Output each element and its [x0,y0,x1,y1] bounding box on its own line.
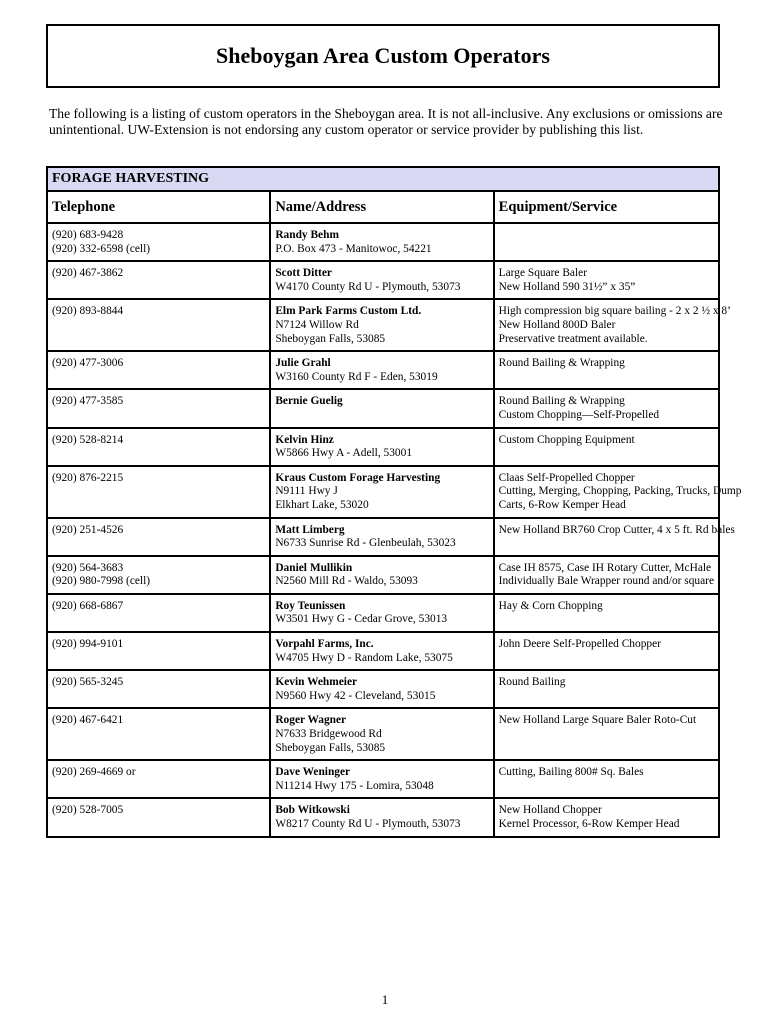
name-address-cell [271,352,494,390]
equipment-line: Cutting, Merging, Chopping, Packing, Trucks, Dump [498,485,742,498]
telephone-cell [48,761,271,799]
equipment-line: Custom Chopping Equipment [498,433,635,446]
operator-name: Kraus Custom Forage Harvesting [275,471,441,484]
table-row [48,671,718,709]
name-address-cell [271,262,494,300]
phone-number: (920) 528-7005 [52,804,124,817]
operator-name: Kelvin Hinz [275,433,334,446]
table-row [48,761,718,799]
equipment-line: New Holland 800D Baler [498,318,616,331]
phone-number: (920) 477-3585 [52,395,124,408]
equipment-cell [495,519,735,557]
operator-name: Dave Weninger [275,766,351,779]
page-title: Sheboygan Area Custom Operators [46,24,720,88]
address-line: W4170 County Rd U - Plymouth, 53073 [275,280,461,293]
equipment-line: Round Bailing & Wrapping [498,357,625,370]
telephone-cell [48,671,271,709]
phone-number: (920) 994-9101 [52,638,124,651]
name-address-cell [271,671,494,709]
name-address-cell [271,557,494,595]
equipment-cell [495,595,718,633]
equipment-cell [495,467,742,519]
address-line: W5866 Hwy A - Adell, 53001 [275,447,413,460]
equipment-line: Individually Bale Wrapper round and/or square [498,575,715,588]
equipment-cell [495,709,718,761]
equipment-line: Claas Self-Propelled Chopper [498,471,635,484]
address-line: N2560 Mill Rd - Waldo, 53093 [275,575,418,588]
header-name-address: Name/Address [271,192,494,224]
equipment-line: New Holland Large Square Baler Roto-Cut [498,714,697,727]
header-telephone: Telephone [48,192,271,224]
phone-number: (920) 467-6421 [52,714,124,727]
address-line: N11214 Hwy 175 - Lomira, 53048 [275,779,434,792]
table-row [48,709,718,761]
phone-number: (920) 565-3245 [52,676,124,689]
telephone-cell [48,633,271,671]
address-line: P.O. Box 473 - Manitowoc, 54221 [275,242,432,255]
operators-table [46,166,742,838]
telephone-cell [48,352,271,390]
operator-name: Roger Wagner [275,714,347,727]
phone-number: (920) 332-6598 (cell) [52,242,151,255]
table-row [48,262,718,300]
telephone-cell [48,709,271,761]
name-address-cell [271,709,494,761]
phone-number: (920) 668-6867 [52,599,124,612]
address-line: W3160 County Rd F - Eden, 53019 [275,370,438,383]
section-header-row [48,168,718,192]
address-line: W8217 County Rd U - Plymouth, 53073 [275,818,461,830]
equipment-line: Kernel Processor, 6-Row Kemper Head [498,818,680,830]
table-row [48,224,718,262]
address-line: N7124 Willow Rd [275,318,359,331]
equipment-line: New Holland BR760 Crop Cutter, 4 x 5 ft. Rd bales [498,523,735,536]
equipment-line: Preservative treatment available. [498,332,648,345]
address-line: N6733 Sunrise Rd - Glenbeulah, 53023 [275,537,456,550]
operator-name: Matt Limberg [275,523,345,536]
equipment-line: Round Bailing [498,676,566,689]
equipment-line: Hay & Corn Chopping [498,599,603,612]
table-row [48,595,718,633]
equipment-cell [495,300,731,352]
equipment-line: New Holland Chopper [498,804,602,817]
telephone-cell [48,390,271,428]
name-address-cell [271,300,494,352]
telephone-cell [48,557,271,595]
telephone-cell [48,300,271,352]
section-title: FORAGE HARVESTING [48,168,718,192]
equipment-line: Carts, 6-Row Kemper Head [498,498,626,511]
table-row [48,352,718,390]
telephone-cell [48,224,271,262]
phone-number: (920) 467-3862 [52,267,124,280]
name-address-cell [271,519,494,557]
equipment-line: High compression big square bailing - 2 x 2 ½ x 8’ [498,305,731,318]
phone-number: (920) 251-4526 [52,523,124,536]
table-row [48,519,718,557]
equipment-cell [495,429,718,467]
operator-name: Julie Grahl [275,357,331,370]
table-row [48,429,718,467]
address-line: N9560 Hwy 42 - Cleveland, 53015 [275,689,436,702]
operator-name: Roy Teunissen [275,599,346,612]
name-address-cell [271,429,494,467]
equipment-line: Cutting, Bailing 800# Sq. Bales [498,766,644,779]
equipment-line: Case IH 8575, Case IH Rotary Cutter, McHale [498,561,712,574]
phone-number: (920) 980-7998 (cell) [52,575,151,588]
equipment-cell [495,799,718,835]
phone-number: (920) 876-2215 [52,471,124,484]
name-address-cell [271,224,494,262]
phone-number: (920) 528-8214 [52,433,124,446]
name-address-cell [271,595,494,633]
equipment-line: New Holland 590 31½” x 35” [498,280,636,293]
equipment-line: Custom Chopping—Self-Propelled [498,408,660,421]
equipment-cell [495,557,718,595]
equipment-line: Large Square Baler [498,267,588,280]
telephone-cell [48,519,271,557]
operator-name: Vorpahl Farms, Inc. [275,638,374,651]
table-row [48,390,718,428]
equipment-cell [495,633,718,671]
table-row [48,467,718,519]
telephone-cell [48,799,271,835]
name-address-cell [271,799,494,835]
operator-name: Bernie Guelig [275,395,343,408]
operator-name: Daniel Mullikin [275,561,353,574]
phone-number: (920) 269-4669 or [52,766,136,779]
name-address-cell [271,467,494,519]
equipment-cell [495,390,718,428]
operator-name: Scott Ditter [275,267,332,280]
phone-number: (920) 683-9428 [52,229,124,241]
address-line: Sheboygan Falls, 53085 [275,332,386,345]
operator-name: Kevin Wehmeier [275,676,358,689]
address-line: W3501 Hwy G - Cedar Grove, 53013 [275,613,448,626]
operator-name: Randy Behm [275,229,339,241]
page-number: 1 [381,992,389,1007]
name-address-cell [271,761,494,799]
header-equipment: Equipment/Service [495,192,718,224]
equipment-cell [495,224,718,262]
name-address-cell [271,390,494,428]
column-header-row [48,192,718,224]
equipment-cell [495,761,718,799]
operator-name: Elm Park Farms Custom Ltd. [275,305,422,318]
address-line: N7633 Bridgewood Rd [275,728,382,741]
address-line: Elkhart Lake, 53020 [275,498,369,511]
address-line: N9111 Hwy J [275,485,338,498]
telephone-cell [48,429,271,467]
table-row [48,799,718,835]
table-row [48,633,718,671]
equipment-line: Round Bailing & Wrapping [498,395,625,408]
telephone-cell [48,595,271,633]
equipment-cell [495,262,718,300]
equipment-cell [495,352,718,390]
phone-number: (920) 893-8844 [52,305,124,318]
phone-number: (920) 564-3683 [52,561,124,574]
address-line: W4705 Hwy D - Random Lake, 53075 [275,651,453,664]
equipment-cell [495,671,718,709]
equipment-line: John Deere Self-Propelled Chopper [498,638,661,651]
phone-number: (920) 477-3006 [52,357,124,370]
name-address-cell [271,633,494,671]
telephone-cell [48,262,271,300]
table-row [48,300,718,352]
address-line: Sheboygan Falls, 53085 [275,741,386,754]
telephone-cell [48,467,271,519]
table-row [48,557,718,595]
operator-name: Bob Witkowski [275,804,350,817]
intro-paragraph: The following is a listing of custom operators in the Sheboygan area. It is not all-inclusive. Any exclusions or omissions are unintentional. UW-Extension is not endorsing any custom operator or service provider by publishing this list. [49,106,723,137]
